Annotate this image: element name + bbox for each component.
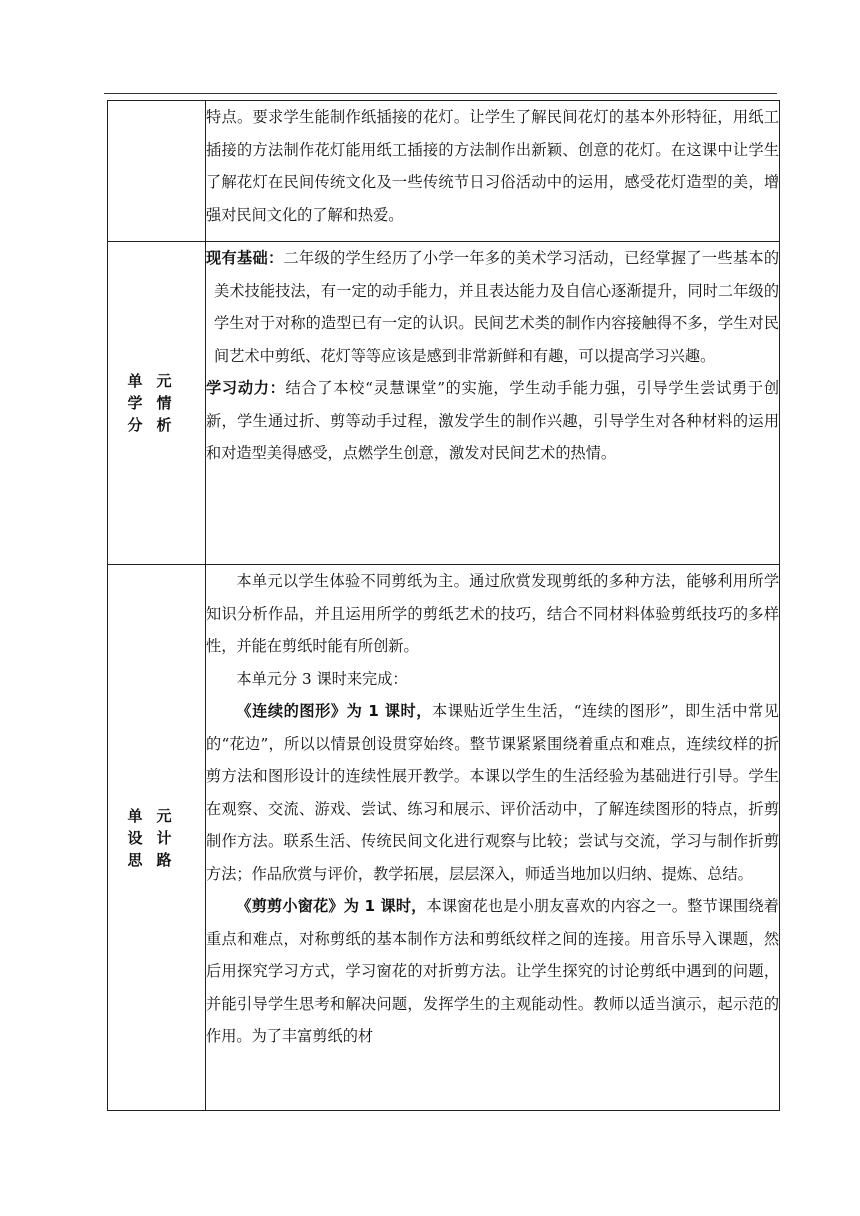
label-cell-design xyxy=(108,565,206,1111)
intro-paragraph: 特点。要求学生能制作纸插接的花灯。让学生了解民间花灯的基本外形特征，用纸工插接的方法制作花灯能用纸工插接的方法制作出新颖、创意的花灯。在这课中让学生了解花灯在民间传统文化及一些传统节日习俗活动中的运用，感受花灯造型的美，增强对民间文化的了解和热爱。 xyxy=(206,108,779,224)
table-row-design xyxy=(108,565,780,1111)
lesson1-title: 《连续的图形》为 1 课时， xyxy=(236,702,432,720)
basis-title: 现有基础： xyxy=(206,249,284,267)
analysis-label-line3: 分析 xyxy=(127,416,186,434)
lesson1-paragraph xyxy=(206,695,779,890)
motive-paragraph xyxy=(206,372,779,470)
label-cell-analysis xyxy=(108,242,206,565)
design-paragraph-1: 本单元以学生体验不同剪纸为主。通过欣赏发现剪纸的多种方法，能够利用所学知识分析作品，并且运用所学的剪纸艺术的技巧，结合不同材料体验剪纸技巧的多样性，并能在剪纸时能有所创新。 xyxy=(206,572,779,655)
lesson2-paragraph xyxy=(206,890,779,1053)
lesson1-text: 本课贴近学生生活，“连续的图形”，即生活中常见的“花边”，所以以情景创设贯穿始终。整节课紧紧围绕着重点和难点，连续纹样的折剪方法和图形设计的连续性展开教学。本课以学生的生活经验为基础进行引导。学生在观察、交流、游戏、尝试、练习和展示、评价活动中，了解连续图形的特点，折剪制作方法。联系生活、传统民间文化进行观察与比较；尝试与交流，学习与制作折剪方法；作品欣赏与评价，教学拓展，层层深入，师适当地加以归纳、提炼、总结。 xyxy=(206,702,779,883)
basis-text: 二年级的学生经历了小学一年多的美术学习活动，已经掌握了一些基本的美术技能技法，有一定的动手能力，并且表达能力及自信心逐渐提升，同时二年级的学生对于对称的造型已有一定的认识。民间艺术类的制作内容接触得不多，学生对民间艺术中剪纸、花灯等等应该是感到非常新鲜和有趣，可以提高学习兴趣。 xyxy=(214,249,780,365)
content-cell-analysis xyxy=(206,242,780,565)
lesson2-title: 《剪剪小窗花》为 1 课时， xyxy=(236,897,427,915)
lesson2-text: 本课窗花也是小朋友喜欢的内容之一。整节课围绕着重点和难点，对称剪纸的基本制作方法和剪纸纹样之间的连接。用音乐导入课题，然后用探究学习方式，学习窗花的对折剪方法。让学生探究的讨论剪纸中遇到的问题，并能引导学生思考和解决问题，发挥学生的主观能动性。教师以适当演示，起示范的作用。为了丰富剪纸的材 xyxy=(206,897,779,1045)
design-label-line1: 单元 xyxy=(127,806,186,825)
design-label-line2: 设计 xyxy=(127,828,186,847)
design-paragraph-2: 本单元分 3 课时来完成： xyxy=(236,669,408,688)
design-label xyxy=(127,805,185,871)
motive-text: 结合了本校“灵慧课堂”的实施，学生动手能力强，引导学生尝试勇于创新，学生通过折、剪等动手过程，激发学生的制作兴趣，引导学生对各种材料的运用和对造型美得感受，点燃学生创意，激发对民间艺术的热情。 xyxy=(206,379,780,462)
motive-title: 学习动力： xyxy=(206,379,286,397)
design-label-line3: 思路 xyxy=(127,850,186,869)
analysis-label xyxy=(127,370,185,436)
table-row-intro xyxy=(108,101,780,242)
content-cell-intro xyxy=(206,101,780,242)
analysis-label-line1: 单元 xyxy=(127,372,186,390)
table-row-analysis xyxy=(108,242,780,565)
content-cell-design xyxy=(206,565,780,1111)
analysis-label-line2: 学情 xyxy=(127,394,186,412)
unit-plan-table xyxy=(107,100,780,1111)
header-rule xyxy=(104,93,777,94)
basis-paragraph xyxy=(206,242,779,372)
label-cell-empty xyxy=(108,101,206,242)
